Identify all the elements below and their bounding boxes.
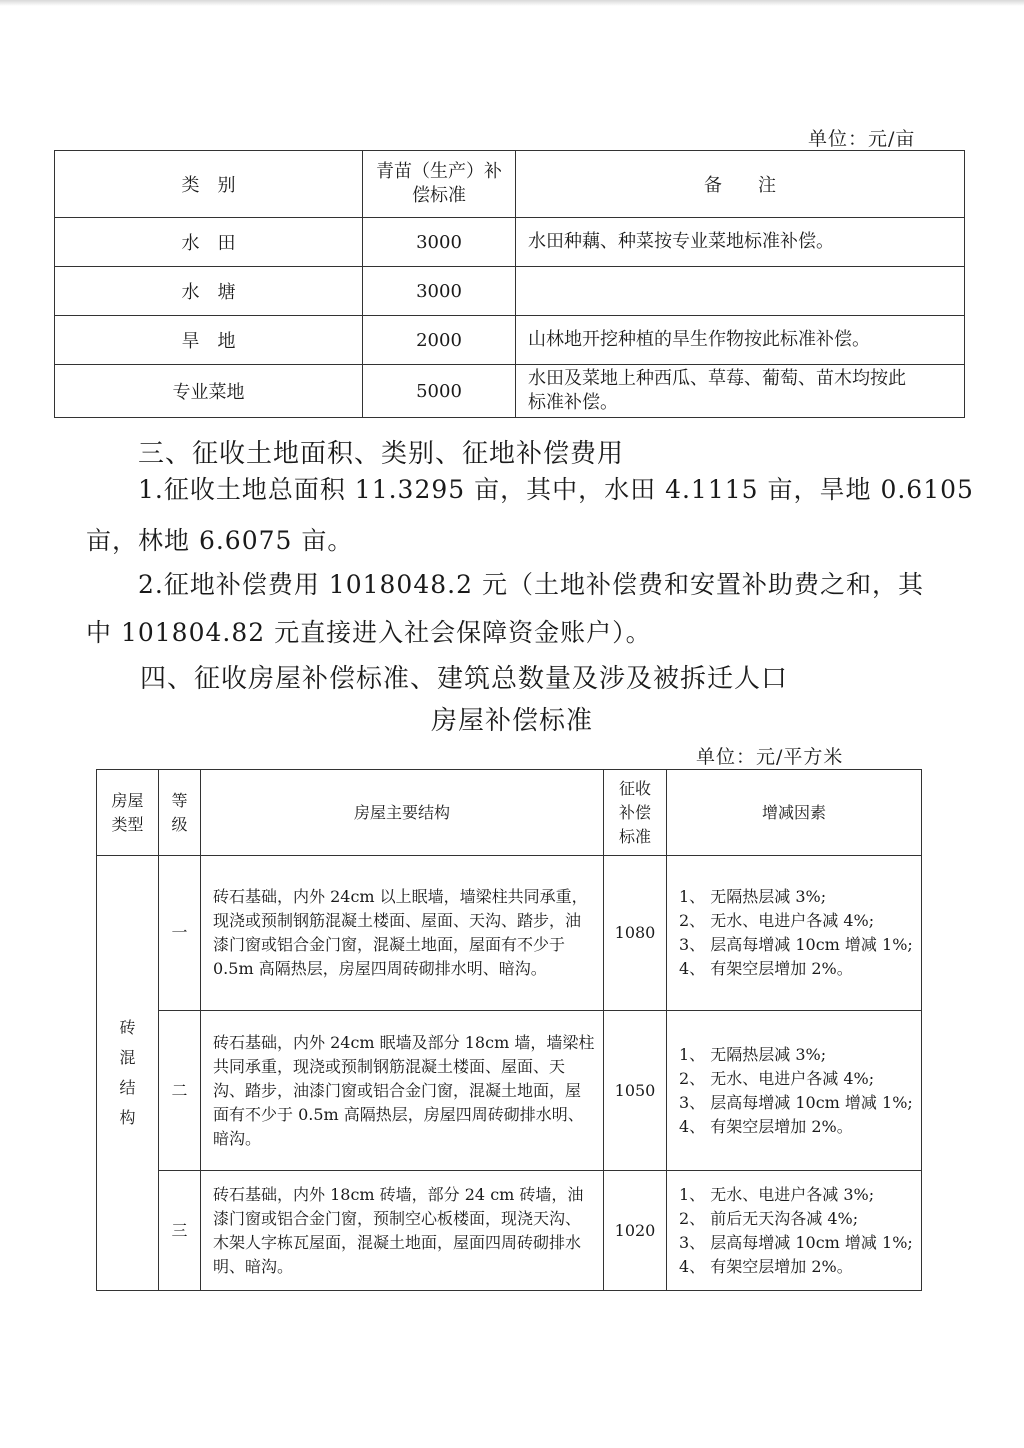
cell-standard: 3000 xyxy=(363,218,516,267)
cell-category: 专业菜地 xyxy=(55,365,363,418)
cell-standard: 5000 xyxy=(363,365,516,418)
cell-factors: 1、 无隔热层减 3%; 2、 无水、电进户各减 4%; 3、 层高每增减 10cm 增减 1%; 4、 有架空层增加 2%。 xyxy=(667,856,922,1011)
cell-standard: 1020 xyxy=(604,1171,667,1291)
paragraph-land-area-line2: 亩，林地 6.6075 亩。 xyxy=(86,526,354,555)
scan-edge xyxy=(0,0,1024,6)
cell-house-type: 砖 混 结 构 xyxy=(97,856,159,1291)
paragraph-compensation-line2: 中 101804.82 元直接进入社会保障资金账户）。 xyxy=(86,618,652,647)
paragraph-compensation-line1: 2.征地补偿费用 1018048.2 元（土地补偿费和安置补助费之和，其 xyxy=(138,570,924,599)
table-title-housing: 房屋补偿标准 xyxy=(430,706,593,736)
cell-grade: 一 xyxy=(159,856,201,1011)
header-house-type: 房屋 类型 xyxy=(97,770,159,856)
cell-remark: 山林地开挖种植的旱生作物按此标准补偿。 xyxy=(516,316,965,365)
cell-standard: 1050 xyxy=(604,1011,667,1171)
header-standard: 征收 补偿 标准 xyxy=(604,770,667,856)
cell-remark: 水田种藕、种菜按专业菜地标准补偿。 xyxy=(516,218,965,267)
cell-category: 水 塘 xyxy=(55,267,363,316)
table-row xyxy=(55,316,965,365)
cell-standard: 2000 xyxy=(363,316,516,365)
table-row xyxy=(97,856,922,1011)
cell-factors: 1、 无水、电进户各减 3%; 2、 前后无天沟各减 4%; 3、 层高每增减 10cm 增减 1%; 4、 有架空层增加 2%。 xyxy=(667,1171,922,1291)
cell-structure: 砖石基础，内外 24cm 以上眠墙，墙梁柱共同承重，现浇或预制钢筋混凝土楼面、屋面、天沟、踏步，油漆门窗或铝合金门窗，混凝土地面，屋面有不少于 0.5m 高隔热层，房屋四周砖砌排水明、暗沟。 xyxy=(201,856,604,1011)
table-header-row xyxy=(97,770,922,856)
header-structure: 房屋主要结构 xyxy=(201,770,604,856)
cell-standard: 1080 xyxy=(604,856,667,1011)
cell-category: 水 田 xyxy=(55,218,363,267)
cell-structure: 砖石基础，内外 18cm 砖墙，部分 24 cm 砖墙，油漆门窗或铝合金门窗，预制空心板楼面，现浇天沟、木架人字栋瓦屋面，混凝土地面，屋面四周砖砌排水明、暗沟。 xyxy=(201,1171,604,1291)
table-row xyxy=(55,365,965,418)
cell-remark xyxy=(516,267,965,316)
crop-compensation-table xyxy=(54,150,965,418)
cell-standard: 3000 xyxy=(363,267,516,316)
header-factors: 增减因素 xyxy=(667,770,922,856)
housing-compensation-table xyxy=(96,769,922,1291)
cell-category: 旱 地 xyxy=(55,316,363,365)
table-row xyxy=(97,1011,922,1171)
header-remark: 备 注 xyxy=(516,151,965,218)
cell-structure: 砖石基础，内外 24cm 眠墙及部分 18cm 墙，墙梁柱共同承重，现浇或预制钢筋混凝土楼面、屋面、天沟、踏步，油漆门窗或铝合金门窗，混凝土地面，屋面有不少于 0.5m 高隔热层，房屋四周砖砌排水明、暗沟。 xyxy=(201,1011,604,1171)
table-row xyxy=(55,267,965,316)
cell-factors: 1、 无隔热层减 3%; 2、 无水、电进户各减 4%; 3、 层高每增减 10cm 增减 1%; 4、 有架空层增加 2%。 xyxy=(667,1011,922,1171)
cell-grade: 三 xyxy=(159,1171,201,1291)
table-row xyxy=(97,1171,922,1291)
unit-label-per-sqm: 单位：元/平方米 xyxy=(696,746,844,768)
table-header-row xyxy=(55,151,965,218)
header-standard: 青苗（生产）补 偿标准 xyxy=(363,151,516,218)
cell-remark: 水田及菜地上种西瓜、草莓、葡萄、苗木均按此 标准补偿。 xyxy=(516,365,965,418)
cell-grade: 二 xyxy=(159,1011,201,1171)
header-category: 类 别 xyxy=(55,151,363,218)
paragraph-land-area-line1: 1.征收土地总面积 11.3295 亩，其中，水田 4.1115 亩，旱地 0.6105 xyxy=(138,475,974,504)
section-3-heading: 三、征收土地面积、类别、征地补偿费用 xyxy=(138,439,625,469)
header-grade: 等 级 xyxy=(159,770,201,856)
section-4-heading: 四、征收房屋补偿标准、建筑总数量及涉及被拆迁人口 xyxy=(140,664,789,694)
unit-label-per-mu: 单位：元/亩 xyxy=(808,128,916,150)
table-row xyxy=(55,218,965,267)
